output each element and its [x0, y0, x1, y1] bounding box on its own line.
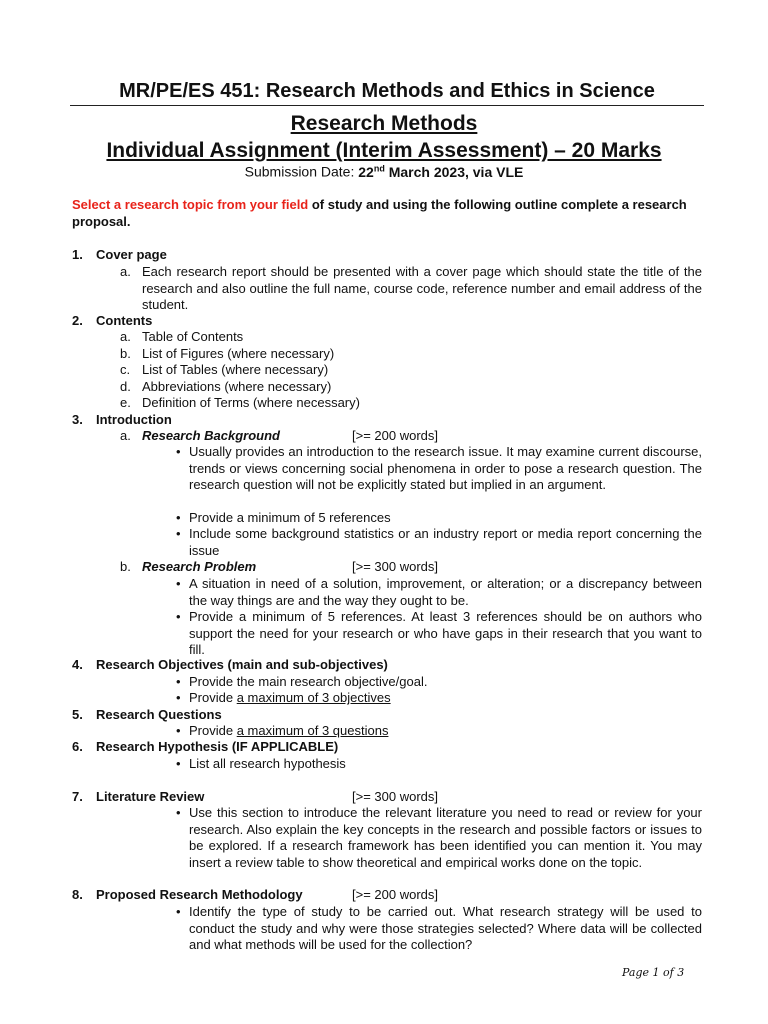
section-title: Contents — [96, 313, 153, 328]
item-text: Definition of Terms (where necessary) — [142, 395, 360, 410]
section-number: 5. — [72, 707, 83, 722]
section-title: Cover page — [96, 247, 167, 262]
bullet-icon: • — [176, 690, 181, 705]
bullet-icon: • — [176, 805, 181, 820]
submission-date: Submission Date: 22nd March 2023, via VLE — [244, 163, 524, 180]
bullet-icon: • — [176, 674, 181, 689]
page-number: Page 1 of 3 — [622, 966, 685, 979]
section-title: Research Hypothesis (IF APPLICABLE) — [96, 739, 339, 754]
bullet-text: Provide a maximum of 3 questions — [189, 723, 389, 738]
bullet-icon: • — [176, 723, 181, 738]
section-title: Research Objectives (main and sub-objectives) — [96, 657, 388, 672]
item-text: Each research report should be presented with a cover page which should state the title of the research and also outline the full name, course code, reference number and email address of the student. — [142, 264, 702, 312]
item-text: List of Figures (where necessary) — [142, 346, 335, 361]
subsection-title: Research Background — [142, 428, 280, 443]
bullet-icon: • — [176, 576, 181, 591]
item-letter: e. — [120, 395, 131, 410]
item-letter: d. — [120, 379, 131, 394]
section-title: Proposed Research Methodology — [96, 887, 303, 902]
bullet-text: Use this section to introduce the relevant literature you need to read or review for your research. Also explain the key concepts in the research and possible factors or issues to be explored. If a research framework has been identified you can mention it. You may insert a review table to show theoretical and empirical works done on the topic. — [189, 805, 702, 870]
bullet-icon: • — [176, 526, 181, 541]
item-text: List of Tables (where necessary) — [142, 362, 329, 377]
word-count: [>= 300 words] — [352, 789, 438, 804]
bullet-text: A situation in need of a solution, improvement, or alteration; or a discrepancy between the way things are and the way they ought to be. — [189, 576, 702, 608]
bullet-text: Identify the type of study to be carried out. What research strategy will be used to conduct the study and why were those strategies selected? Where data will be collected and what methods will be used for the collection? — [189, 904, 702, 952]
item-text: Abbreviations (where necessary) — [142, 379, 332, 394]
bullet-text: Provide a minimum of 5 references. At least 3 references should be on authors who support the need for your research or who have gaps in their research that you want to fill. — [189, 609, 702, 657]
bullet-icon: • — [176, 609, 181, 624]
bullet-icon: • — [176, 756, 181, 771]
bullet-text: Include some background statistics or an industry report or media report concerning the issue — [189, 526, 702, 558]
subsection-title: Research Problem — [142, 559, 257, 574]
section-number: 8. — [72, 887, 83, 902]
word-count: [>= 200 words] — [352, 428, 438, 443]
course-title: MR/PE/ES 451: Research Methods and Ethics in Science — [119, 80, 655, 102]
section-title: Research Questions — [96, 707, 222, 722]
header-rule — [70, 105, 704, 106]
instructions: Select a research topic from your field of study and using the following outline complete a research proposal. — [72, 197, 687, 229]
item-letter: c. — [120, 362, 131, 377]
bullet-icon: • — [176, 510, 181, 525]
section-number: 7. — [72, 789, 83, 804]
item-letter: b. — [120, 559, 131, 574]
item-letter: a. — [120, 264, 131, 279]
section-number: 6. — [72, 739, 83, 754]
item-letter: b. — [120, 346, 131, 361]
item-letter: a. — [120, 329, 131, 344]
bullet-text: Provide a minimum of 5 references — [189, 510, 391, 525]
bullet-text: Provide the main research objective/goal. — [189, 674, 428, 689]
section-number: 2. — [72, 313, 83, 328]
bullet-icon: • — [176, 444, 181, 459]
item-text: Table of Contents — [142, 329, 244, 344]
word-count: [>= 200 words] — [352, 887, 438, 902]
bullet-text: Usually provides an introduction to the research issue. It may examine current discourse, trends or views concerning social phenomena in order to pose a research question. The research question will not be explicitly stated but implied in an argument. — [189, 444, 702, 492]
bullet-icon: • — [176, 904, 181, 919]
bullet-text: Provide a maximum of 3 objectives — [189, 690, 391, 705]
item-letter: a. — [120, 428, 131, 443]
assignment-subtitle: Individual Assignment (Interim Assessment) – 20 Marks — [106, 139, 662, 162]
section-title: Literature Review — [96, 789, 205, 804]
section-title: Introduction — [96, 412, 172, 427]
word-count: [>= 300 words] — [352, 559, 438, 574]
section-number: 4. — [72, 657, 83, 672]
section-number: 1. — [72, 247, 83, 262]
assignment-title: Research Methods — [290, 112, 478, 135]
section-number: 3. — [72, 412, 83, 427]
bullet-text: List all research hypothesis — [189, 756, 346, 771]
